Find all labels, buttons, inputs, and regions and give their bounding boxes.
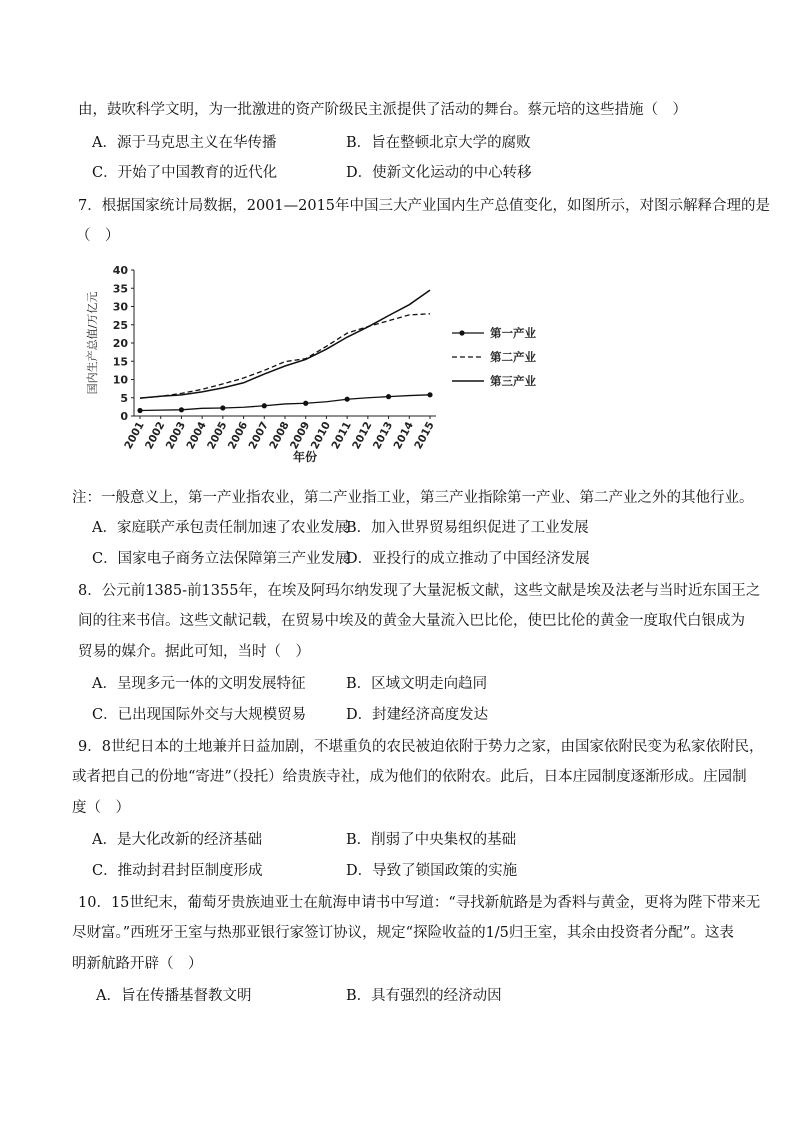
series-line-2 [140, 314, 430, 398]
chart-axes [85, 264, 437, 464]
x-tick-label: 2002 [143, 419, 168, 452]
legend-label-3: 第三产业 [490, 374, 536, 388]
q7-option-c[interactable]: C．国家电子商务立法保障第三产业发展 [92, 551, 350, 567]
series-point [427, 392, 432, 397]
x-tick-label: 2012 [350, 419, 375, 452]
q7-note: 注：一般意义上，第一产业指农业，第二产业指工业，第三产业指除第一产业、第二产业之外的其他行业。 [72, 490, 754, 506]
y-tick-label: 40 [112, 264, 128, 277]
q8-option-d[interactable]: D．封建经济高度发达 [346, 707, 489, 723]
series-line-3 [140, 290, 430, 398]
q10-stem-line3: 明新航路开辟（ ） [72, 956, 203, 972]
x-tick-label: 2014 [391, 419, 416, 452]
q6-option-b[interactable]: B．旨在整顿北京大学的腐败 [346, 135, 531, 151]
q7-option-d[interactable]: D．亚投行的成立推动了中国经济发展 [346, 551, 590, 567]
chart-series [137, 290, 432, 413]
x-tick-label: 2011 [329, 419, 354, 452]
y-axis-label: 国内生产总值/万亿元 [86, 291, 99, 395]
chart-legend [452, 326, 536, 388]
q8-stem-line1: 8．公元前1385-前1355年，在埃及阿玛尔纳发现了大量泥板文献，这些文献是埃及法老与当时近东国王之 [78, 583, 761, 599]
y-tick-label: 20 [112, 337, 128, 350]
q7-option-b[interactable]: B．加入世界贸易组织促进了工业发展 [346, 520, 589, 536]
q10-option-a[interactable]: A．旨在传播基督教文明 [96, 988, 252, 1004]
series-point [386, 394, 391, 399]
x-tick-label: 2005 [205, 419, 230, 452]
q9-stem-line2: 或者把自己的份地“寄进”（投托）给贵族寺社，成为他们的依附农。此后，日本庄园制度逐渐形成。庄园制 [72, 769, 747, 785]
x-tick-label: 2007 [246, 419, 271, 452]
x-tick-label: 2004 [184, 419, 209, 452]
q9-option-b[interactable]: B．削弱了中央集权的基础 [346, 832, 517, 848]
series-point [303, 401, 308, 406]
q8-option-b[interactable]: B．区域文明走向趋同 [346, 676, 488, 692]
q6-stem-tail: 由，鼓吹科学文明，为一批激进的资产阶级民主派提供了活动的舞台。蔡元培的这些措施（ ） [78, 102, 687, 118]
q9-option-a[interactable]: A．是大化改新的经济基础 [92, 832, 262, 848]
x-tick-label: 2010 [308, 419, 334, 452]
x-tick-label: 2009 [288, 419, 313, 452]
legend-label-1: 第一产业 [490, 326, 536, 340]
x-tick-label: 2008 [267, 419, 292, 452]
legend-marker [459, 330, 464, 335]
q8-stem-line3: 贸易的媒介。据此可知，当时（ ） [78, 644, 310, 660]
q10-stem-line1: 10．15世纪末，葡萄牙贵族迪亚士在航海申请书中写道：“寻找新航路是为香料与黄金，更将为陛下带来无 [78, 895, 761, 911]
x-tick-label: 2006 [225, 419, 251, 452]
q7-option-a[interactable]: A．家庭联产承包责任制加速了农业发展 [92, 520, 349, 536]
series-point [220, 405, 225, 410]
q9-stem-line1: 9．8世纪日本的土地兼并日益加剧，不堪重负的农民被迫依附于势力之家，由国家依附民变为私家依附民， [78, 739, 764, 755]
q10-option-b[interactable]: B．具有强烈的经济动因 [346, 988, 502, 1004]
q6-option-d[interactable]: D．使新文化运动的中心转移 [346, 165, 532, 181]
y-tick-label: 35 [112, 282, 128, 296]
q8-option-c[interactable]: C．已出现国际外交与大规模贸易 [92, 707, 307, 723]
gdp-line-chart [80, 258, 550, 468]
q9-option-d[interactable]: D．导致了锁国政策的实施 [346, 863, 518, 879]
q6-option-a[interactable]: A．源于马克思主义在华传播 [92, 135, 277, 151]
series-point [345, 397, 350, 402]
legend-label-2: 第二产业 [490, 350, 536, 364]
q10-stem-line2: 尽财富。”西班牙王室与热那亚银行家签订协议，规定“探险收益的1/5归王室，其余由投资者分配”。这表 [72, 925, 734, 941]
q9-option-c[interactable]: C．推动封君封臣制度形成 [92, 863, 263, 879]
q8-stem-line2: 间的往来书信。这些文献记载，在贸易中埃及的黄金大量流入巴比伦，使巴比伦的黄金一度取代白银成为 [78, 613, 745, 629]
q9-stem-line3: 度（ ） [72, 800, 130, 816]
series-point [262, 403, 267, 408]
q6-option-c[interactable]: C．开始了中国教育的近代化 [92, 165, 278, 181]
x-axis-label: 年份 [292, 450, 318, 464]
y-tick-label: 15 [112, 355, 128, 369]
y-tick-label: 25 [112, 318, 128, 332]
y-tick-label: 10 [112, 373, 128, 387]
x-tick-label: 2003 [163, 419, 189, 452]
series-point [179, 407, 184, 412]
series-point [137, 408, 142, 413]
q7-stem-line2: （ ） [76, 228, 120, 244]
y-tick-label: 30 [112, 300, 128, 314]
x-tick-label: 2001 [122, 419, 147, 452]
q7-stem-line1: 7．根据国家统计局数据，2001—2015年中国三大产业国内生产总值变化，如图所示，对图示解释合理的是 [78, 198, 771, 214]
y-tick-label: 5 [120, 391, 128, 405]
q8-option-a[interactable]: A．呈现多元一体的文明发展特征 [92, 676, 306, 692]
x-tick-label: 2015 [412, 419, 437, 452]
x-tick-label: 2013 [370, 419, 396, 452]
y-tick-label: 0 [120, 410, 128, 423]
